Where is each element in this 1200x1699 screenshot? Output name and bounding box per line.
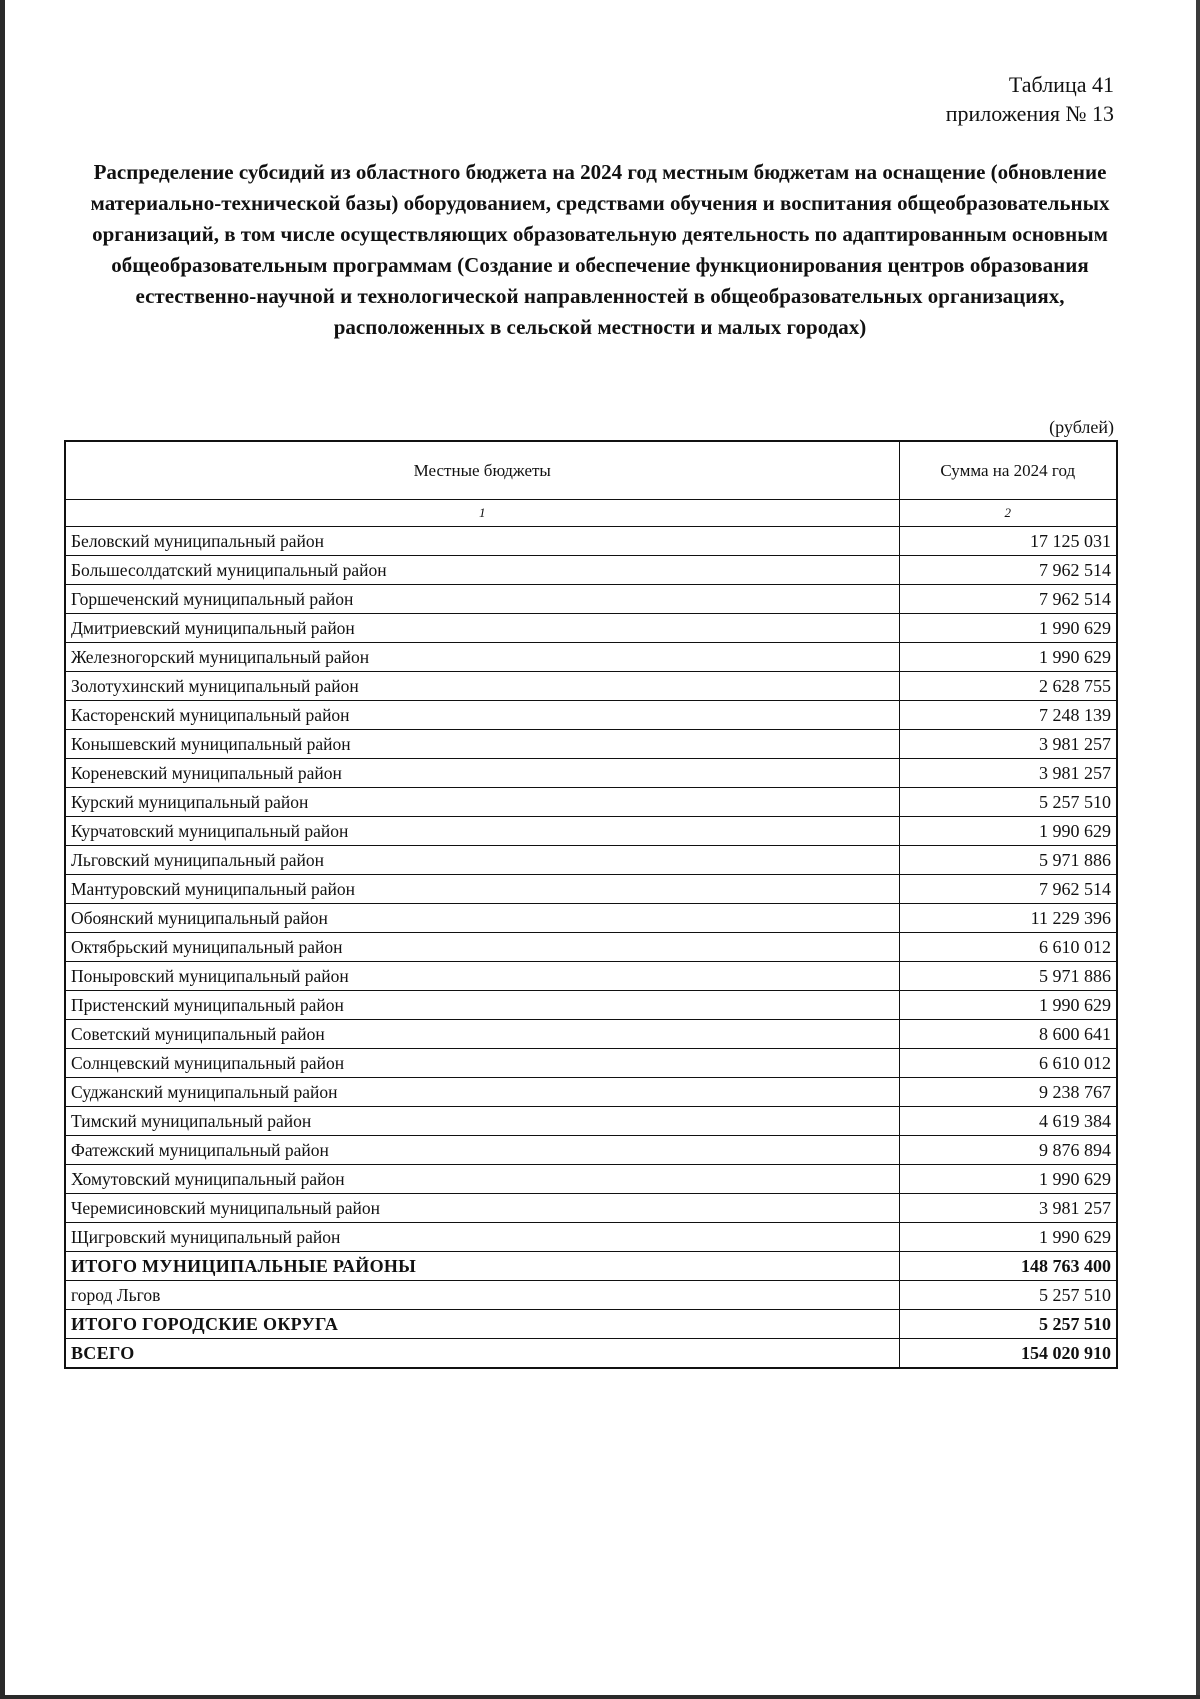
header-row xyxy=(65,441,1117,500)
budget-amount: 5 971 886 xyxy=(899,846,1117,875)
budget-name: Дмитриевский муниципальный район xyxy=(65,614,899,643)
budget-amount: 1 990 629 xyxy=(899,614,1117,643)
header-amount-2024: Сумма на 2024 год xyxy=(899,441,1117,500)
budget-name: Большесолдатский муниципальный район xyxy=(65,556,899,585)
caption-appendix: приложения № 13 xyxy=(945,101,1114,126)
table-row xyxy=(65,1223,1117,1252)
budget-name: Октябрьский муниципальный район xyxy=(65,933,899,962)
table-row xyxy=(65,1107,1117,1136)
document-title: Распределение субсидий из областного бюджета на 2024 год местным бюджетам на оснащение (обновление материально-технической базы) оборудованием, средствами обучения и воспитания общеобразовательных организаций, в том числе осуществляющих образовательную деятельность по адаптированным основным общеобразовательным программам (Создание и обеспечение функционирования центров образования естественно-научной и технологической направленностей в общеобразовательных организациях, расположенных в сельской местности и малых городах) xyxy=(90,160,1110,339)
budget-name: ВСЕГО xyxy=(65,1339,899,1369)
budget-name: Курчатовский муниципальный район xyxy=(65,817,899,846)
budget-name: Хомутовский муниципальный район xyxy=(65,1165,899,1194)
unit-label: (рублей) xyxy=(1049,417,1114,437)
budget-name: Мантуровский муниципальный район xyxy=(65,875,899,904)
table-row xyxy=(65,672,1117,701)
table-row xyxy=(65,585,1117,614)
budget-amount: 5 257 510 xyxy=(899,1310,1117,1339)
budget-name: Фатежский муниципальный район xyxy=(65,1136,899,1165)
table-row xyxy=(65,962,1117,991)
budget-name: ИТОГО ГОРОДСКИЕ ОКРУГА xyxy=(65,1310,899,1339)
budget-amount: 17 125 031 xyxy=(899,527,1117,556)
budget-amount: 1 990 629 xyxy=(899,817,1117,846)
table-row xyxy=(65,1078,1117,1107)
budget-amount: 9 876 894 xyxy=(899,1136,1117,1165)
table-row xyxy=(65,933,1117,962)
budget-amount: 5 257 510 xyxy=(899,1281,1117,1310)
table-row xyxy=(65,1165,1117,1194)
budget-amount: 2 628 755 xyxy=(899,672,1117,701)
budget-amount: 1 990 629 xyxy=(899,643,1117,672)
total-row xyxy=(65,1252,1117,1281)
total-row xyxy=(65,1339,1117,1369)
budget-name: Льговский муниципальный район xyxy=(65,846,899,875)
budget-amount: 3 981 257 xyxy=(899,759,1117,788)
budget-amount: 154 020 910 xyxy=(899,1339,1117,1369)
budget-name: город Льгов xyxy=(65,1281,899,1310)
budget-name: Золотухинский муниципальный район xyxy=(65,672,899,701)
subsidy-table xyxy=(64,440,1118,1369)
table-row xyxy=(65,788,1117,817)
scan-edge-left xyxy=(0,0,5,1699)
table-row xyxy=(65,846,1117,875)
budget-amount: 6 610 012 xyxy=(899,1049,1117,1078)
budget-amount: 3 981 257 xyxy=(899,730,1117,759)
budget-amount: 1 990 629 xyxy=(899,1223,1117,1252)
budget-amount: 7 248 139 xyxy=(899,701,1117,730)
table-row xyxy=(65,1020,1117,1049)
total-row xyxy=(65,1310,1117,1339)
table-row xyxy=(65,643,1117,672)
table-row xyxy=(65,991,1117,1020)
table-row xyxy=(65,875,1117,904)
budget-name: Советский муниципальный район xyxy=(65,1020,899,1049)
table-row xyxy=(65,614,1117,643)
table-row xyxy=(65,1136,1117,1165)
column-number-1: 1 xyxy=(65,500,899,527)
budget-name: Горшеченский муниципальный район xyxy=(65,585,899,614)
header-local-budgets: Местные бюджеты xyxy=(65,441,899,500)
budget-amount: 4 619 384 xyxy=(899,1107,1117,1136)
budget-amount: 3 981 257 xyxy=(899,1194,1117,1223)
budget-name: Пристенский муниципальный район xyxy=(65,991,899,1020)
budget-amount: 7 962 514 xyxy=(899,585,1117,614)
budget-name: Тимский муниципальный район xyxy=(65,1107,899,1136)
caption-table-number: Таблица 41 xyxy=(1008,72,1114,97)
budget-name: Конышевский муниципальный район xyxy=(65,730,899,759)
budget-name: Обоянский муниципальный район xyxy=(65,904,899,933)
table-caption xyxy=(946,70,1114,128)
table-row xyxy=(65,759,1117,788)
table-row xyxy=(65,730,1117,759)
table-row xyxy=(65,904,1117,933)
budget-name: Черемисиновский муниципальный район xyxy=(65,1194,899,1223)
budget-name: Железногорский муниципальный район xyxy=(65,643,899,672)
table-row xyxy=(65,527,1117,556)
budget-amount: 9 238 767 xyxy=(899,1078,1117,1107)
budget-amount: 148 763 400 xyxy=(899,1252,1117,1281)
table-row xyxy=(65,556,1117,585)
budget-name: Поныровский муниципальный район xyxy=(65,962,899,991)
table-row xyxy=(65,1049,1117,1078)
budget-amount: 1 990 629 xyxy=(899,1165,1117,1194)
budget-amount: 5 971 886 xyxy=(899,962,1117,991)
budget-amount: 1 990 629 xyxy=(899,991,1117,1020)
budget-amount: 5 257 510 xyxy=(899,788,1117,817)
column-number-row xyxy=(65,500,1117,527)
table-body xyxy=(65,527,1117,1369)
budget-name: ИТОГО МУНИЦИПАЛЬНЫЕ РАЙОНЫ xyxy=(65,1252,899,1281)
budget-amount: 6 610 012 xyxy=(899,933,1117,962)
column-number-2: 2 xyxy=(899,500,1117,527)
budget-name: Касторенский муниципальный район xyxy=(65,701,899,730)
budget-name: Суджанский муниципальный район xyxy=(65,1078,899,1107)
table-row xyxy=(65,1194,1117,1223)
budget-name: Щигровский муниципальный район xyxy=(65,1223,899,1252)
budget-name: Солнцевский муниципальный район xyxy=(65,1049,899,1078)
budget-name: Беловский муниципальный район xyxy=(65,527,899,556)
budget-amount: 7 962 514 xyxy=(899,556,1117,585)
scan-edge-right xyxy=(1196,0,1200,1699)
budget-name: Курский муниципальный район xyxy=(65,788,899,817)
budget-amount: 7 962 514 xyxy=(899,875,1117,904)
table-row xyxy=(65,1281,1117,1310)
budget-name: Кореневский муниципальный район xyxy=(65,759,899,788)
budget-amount: 11 229 396 xyxy=(899,904,1117,933)
table-row xyxy=(65,817,1117,846)
table-row xyxy=(65,701,1117,730)
scan-edge-bottom xyxy=(0,1695,1200,1699)
budget-amount: 8 600 641 xyxy=(899,1020,1117,1049)
